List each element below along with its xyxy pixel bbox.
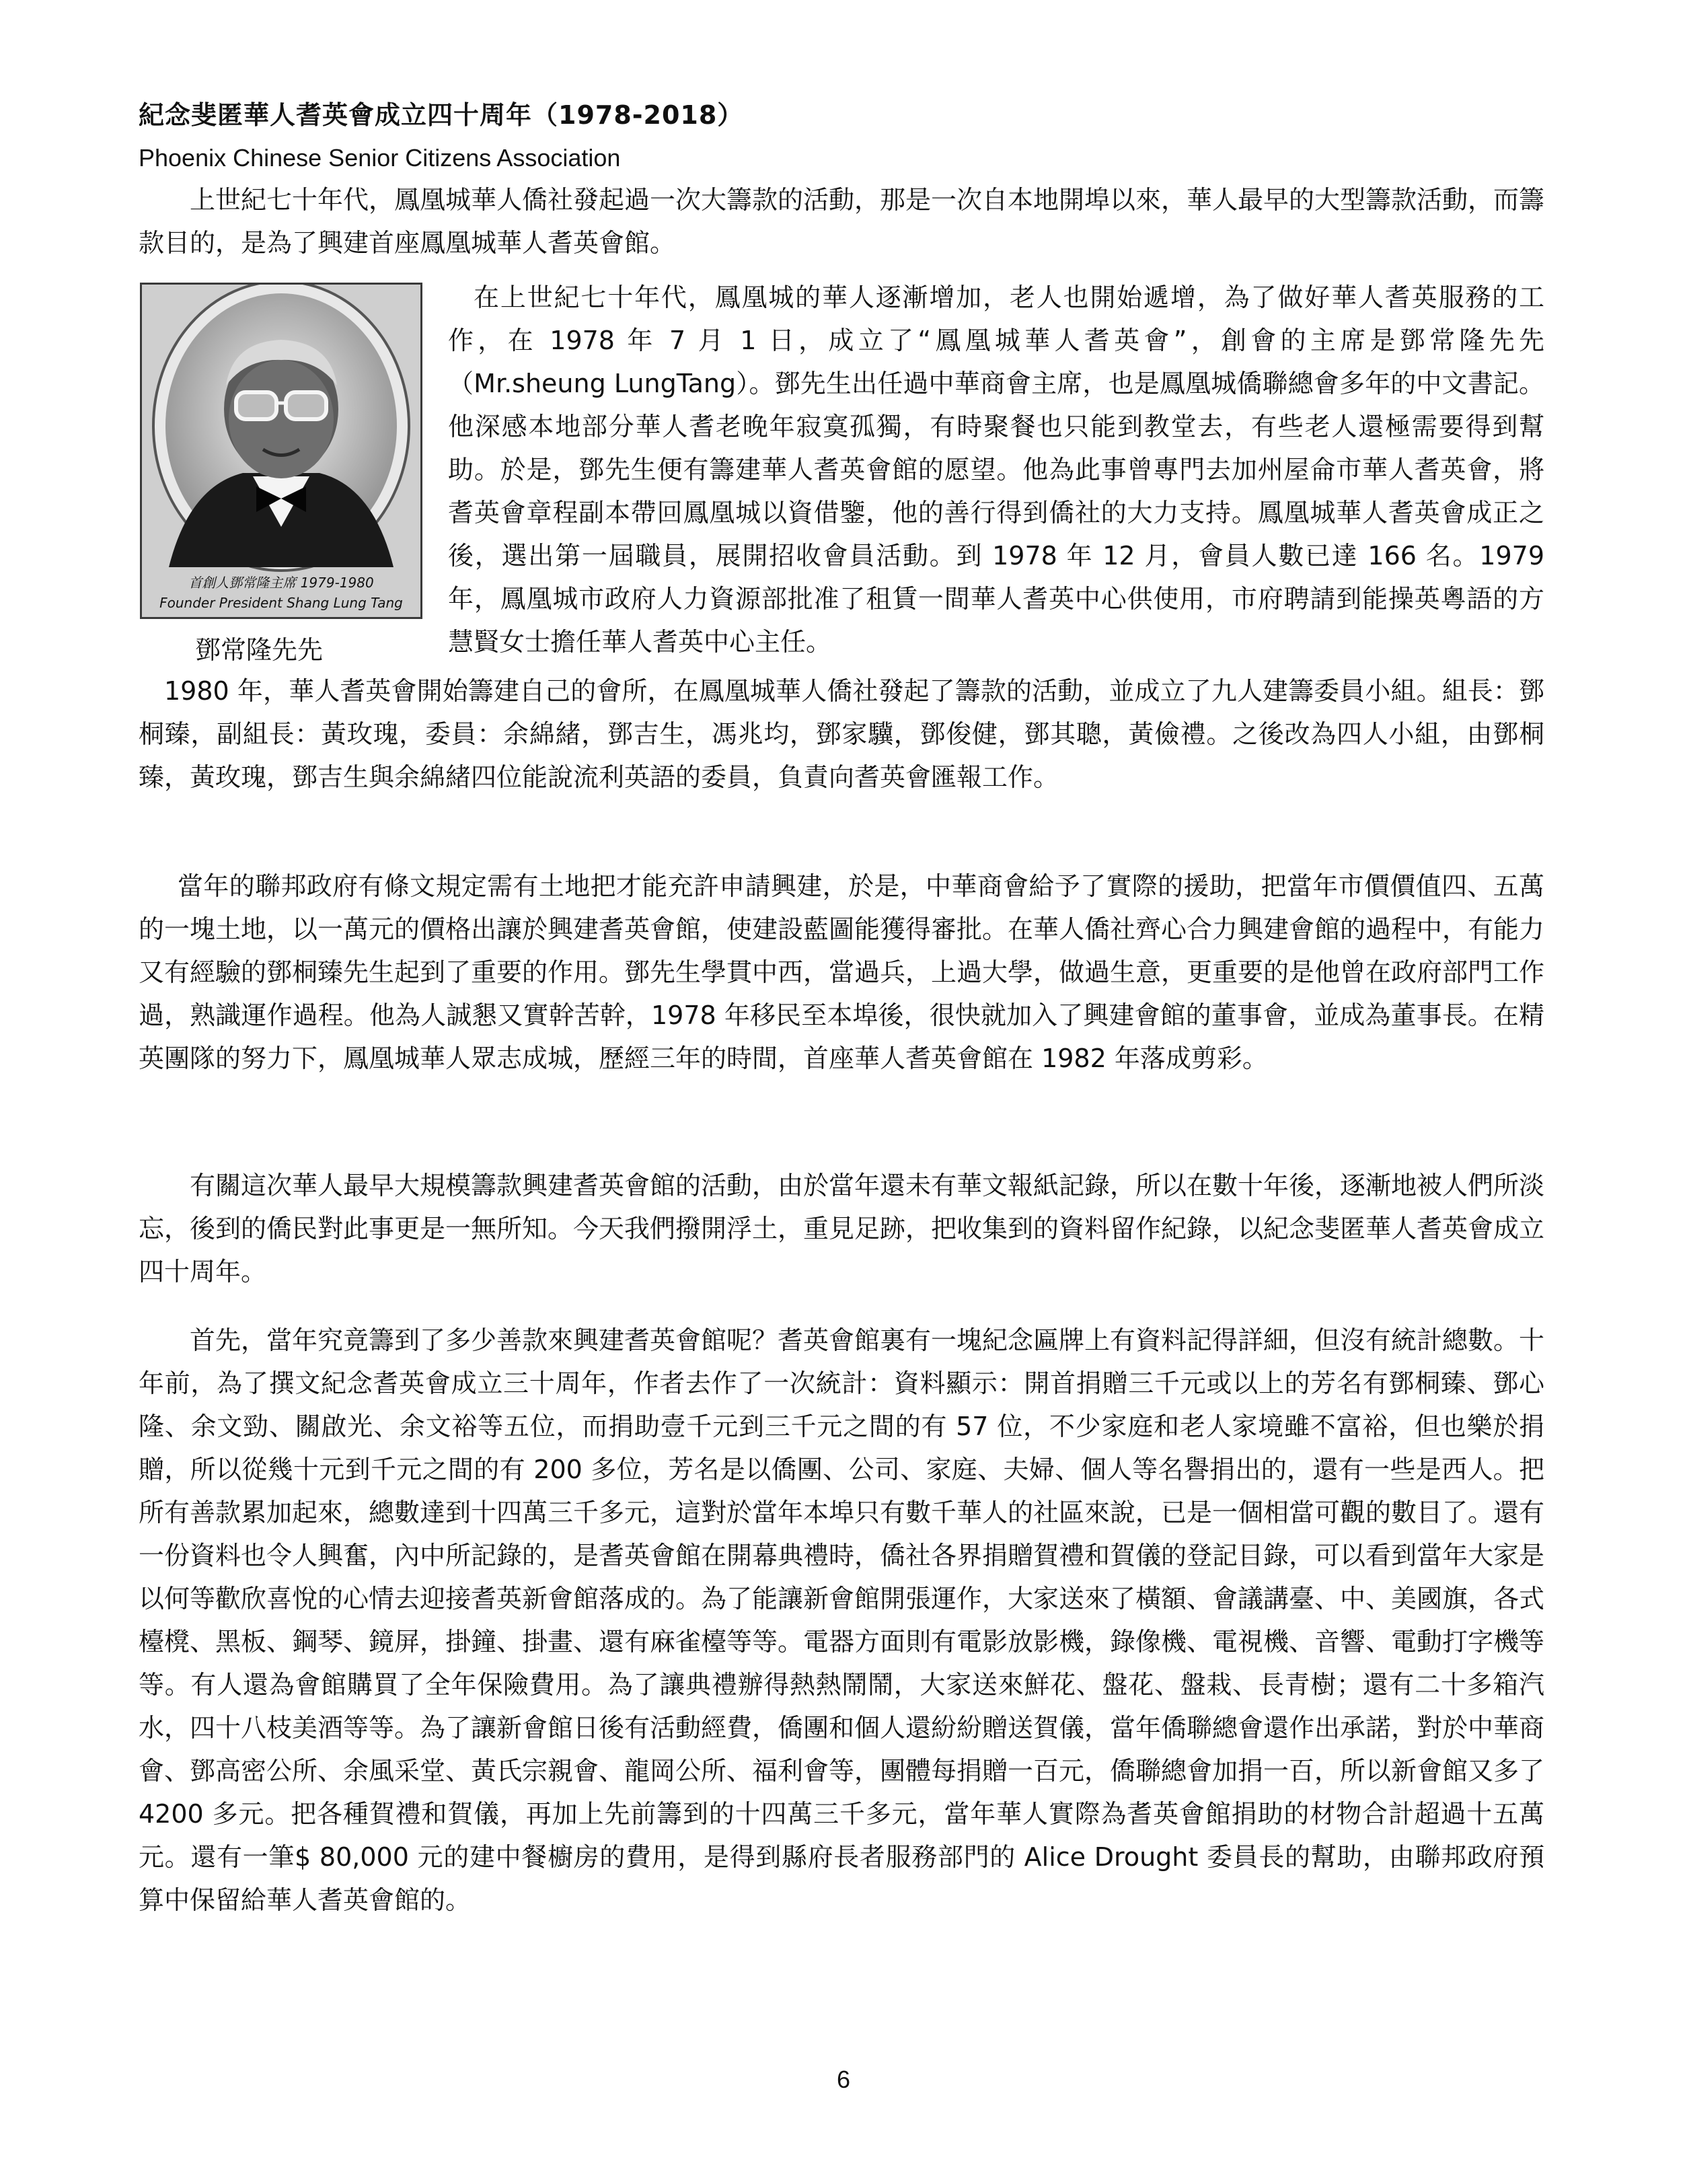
photo-caption-chinese: 首創人鄧常隆主席 1979-1980	[188, 575, 374, 591]
paragraph-commemoration: 有關這次華人最早大規模籌款興建耆英會館的活動，由於當年還未有華文報紙記錄，所以在數十年後，逐漸地被人們所淡忘，後到的僑民對此事更是一無所知。今天我們撥開浮土，重見足跡，把收集到的資料留作紀錄，以紀念斐匿華人耆英會成立四十周年。	[139, 1171, 1545, 1286]
photo-label: 鄧常隆先先	[195, 635, 324, 665]
photo-caption-english: Founder President Shang Lung Tang	[159, 595, 403, 611]
paragraph-land-donation: 當年的聯邦政府有條文規定需有土地把才能充許申請興建，於是，中華商會給予了實際的援助，把當年市價價值四、五萬的一塊土地，以一萬元的價格出讓於興建耆英會館，使建設藍圖能獲得審批。在華人僑社齊心合力興建會館的過程中，有能力又有經驗的鄧桐臻先生起到了重要的作用。鄧先生學貫中西，當過兵，上過大學，做過生意，更重要的是他曾在政府部門工作過，熟識運作過程。他為人誠懇又實幹苦幹，1978 年移民至本埠後，很快就加入了興建會館的董事會，並成為董事長。在精英團隊的努力下，鳳凰城華人眾志成城，歷經三年的時間，首座華人耆英會館在 1982 年落成剪彩。	[139, 871, 1545, 1073]
portrait-image	[142, 285, 420, 617]
paragraph-intro: 上世紀七十年代，鳳凰城華人僑社發起過一次大籌款的活動，那是一次自本地開埠以來，華人最早的大型籌款活動，而籌款目的，是為了興建首座鳳凰城華人耆英會館。	[139, 185, 1545, 258]
photo-caption	[142, 573, 420, 613]
paragraph-fundraising-committee: 1980 年，華人耆英會開始籌建自己的會所，在鳳凰城華人僑社發起了籌款的活動，並成立了九人建籌委員小組。組長：鄧桐臻，副組長：黃玫瑰，委員：余綿緒，鄧吉生，馮兆均，鄧家驥，鄧俊健，鄧其聰，黃儉禮。之後改為四人小組，由鄧桐臻，黃玫瑰，鄧吉生與余綿緒四位能說流利英語的委員，負責向耆英會匯報工作。	[139, 676, 1544, 792]
page-number: 6	[836, 2066, 851, 2093]
founder-photo	[140, 283, 422, 619]
page-title: 紀念斐匿華人耆英會成立四十周年（1978-2018）	[139, 100, 744, 130]
page-subtitle: Phoenix Chinese Senior Citizens Association	[139, 144, 621, 172]
paragraph-donations-detail: 首先，當年究竟籌到了多少善款來興建耆英會館呢？耆英會館裏有一塊紀念匾牌上有資料記得詳細，但沒有統計總數。十年前，為了撰文紀念耆英會成立三十周年，作者去作了一次統計：資料顯示：開首捐贈三千元或以上的芳名有鄧桐臻、鄧心隆、余文勁、關啟光、余文裕等五位，而捐助壹千元到三千元之間的有 57 位，不少家庭和老人家境雖不富裕，但也樂於捐贈，所以從幾十元到千元之間的有 200 多位，芳名是以僑團、公司、家庭、夫婦、個人等名譽捐出的，還有一些是西人。把所有善款累加起來，總數達到十四萬三千多元，這對於當年本埠只有數千華人的社區來說，已是一個相當可觀的數目了。還有一份資料也令人興奮，內中所記錄的，是耆英會館在開幕典禮時，僑社各界捐贈賀禮和賀儀的登記目錄，可以看到當年大家是以何等歡欣喜悅的心情去迎接耆英新會館落成的。為了能讓新會館開張運作，大家送來了橫額、會議講臺、中、美國旗，各式檯櫈、黑板、鋼琴、鏡屏，掛鐘、掛畫、還有麻雀檯等等。電器方面則有電影放影機，錄像機、電視機、音響、電動打字機等等。有人還為會館購買了全年保險費用。為了讓典禮辦得熱熱鬧鬧，大家送來鮮花、盤花、盤栽、長青樹；還有二十多箱汽水，四十八枝美酒等等。為了讓新會館日後有活動經費，僑團和個人還紛紛贈送賀儀，當年僑聯總會還作出承諾，對於中華商會、鄧高密公所、余風采堂、黃氏宗親會、龍岡公所、福利會等，團體每捐贈一百元，僑聯總會加捐一百，所以新會館又多了 4200 多元。把各種賀禮和賀儀，再加上先前籌到的十四萬三千多元，當年華人實際為耆英會館捐助的材物合計超過十五萬元。還有一筆$ 80,000 元的建中餐櫥房的費用，是得到縣府長者服務部門的 Alice Drought 委員長的幫助，由聯邦政府預算中保留給華人耆英會館的。	[139, 1325, 1545, 1915]
paragraph-founding: 在上世紀七十年代，鳳凰城的華人逐漸增加，老人也開始遞增，為了做好華人耆英服務的工作，在 1978 年 7 月 1 日，成立了“鳳凰城華人耆英會”，創會的主席是鄧常隆先先（Mr.sheung LungTang）。鄧先生出任過中華商會主席，也是鳳凰城僑聯總會多年的中文書記。他深感本地部分華人耆老晚年寂寞孤獨，有時聚餐也只能到教堂去，有些老人還極需要得到幫助。於是，鄧先生便有籌建華人耆英會館的愿望。他為此事曾專門去加州屋侖市華人耆英會，將耆英會章程副本帶回鳳凰城以資借鑒，他的善行得到僑社的大力支持。鳳凰城華人耆英會成正之後，選出第一屆職員，展開招收會員活動。到 1978 年 12 月，會員人數已達 166 名。1979 年，鳳凰城市政府人力資源部批准了租賃一間華人耆英中心供使用，市府聘請到能操英粵語的方慧賢女士擔任華人耆英中心主任。	[448, 283, 1544, 657]
